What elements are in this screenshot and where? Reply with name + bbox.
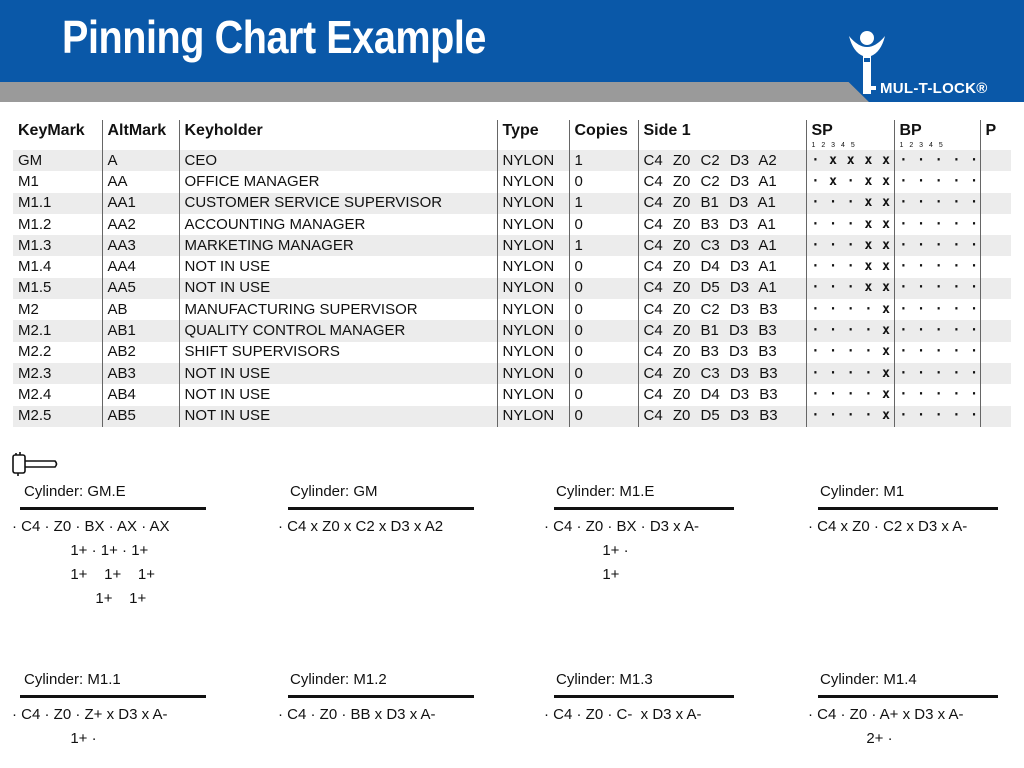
cell-keymark: M1.5 bbox=[13, 278, 102, 299]
cell-keyholder: NOT IN USE bbox=[179, 384, 497, 405]
cell-altmark: AB5 bbox=[102, 406, 179, 427]
cell-p bbox=[980, 214, 1011, 235]
cell-keyholder: OFFICE MANAGER bbox=[179, 171, 497, 192]
cell-keyholder: SHIFT SUPERVISORS bbox=[179, 342, 497, 363]
cell-copies: 0 bbox=[569, 171, 638, 192]
cell-keyholder: NOT IN USE bbox=[179, 278, 497, 299]
cell-side1: C4 Z0 C2 D3 B3 bbox=[638, 299, 806, 320]
cell-copies: 0 bbox=[569, 384, 638, 405]
cell-altmark: AA3 bbox=[102, 235, 179, 256]
col-altmark: AltMark bbox=[102, 120, 179, 150]
col-sp bbox=[806, 120, 894, 150]
cell-p bbox=[980, 342, 1011, 363]
cell-bp: · · · · · bbox=[894, 406, 980, 427]
cell-p bbox=[980, 278, 1011, 299]
cylinder-line: · C4 · Z0 · Z+ x D3 x A- bbox=[12, 706, 168, 723]
cylinder-title: Cylinder: M1.1 bbox=[24, 671, 121, 688]
cell-bp: · · · · · bbox=[894, 278, 980, 299]
cell-altmark: AA bbox=[102, 171, 179, 192]
cylinder-title: Cylinder: M1.E bbox=[556, 483, 655, 500]
cell-copies: 0 bbox=[569, 299, 638, 320]
cylinder-line: · C4 · Z0 · BB x D3 x A- bbox=[278, 706, 436, 723]
cell-keymark: M1 bbox=[13, 171, 102, 192]
cylinder-line: · C4 · Z0 · BX · AX · AX bbox=[12, 518, 170, 535]
cell-sp: · · · · x bbox=[806, 299, 894, 320]
cell-altmark: AB bbox=[102, 299, 179, 320]
col-bp bbox=[894, 120, 980, 150]
cell-keymark: M2.3 bbox=[13, 363, 102, 384]
cell-keyholder: NOT IN USE bbox=[179, 256, 497, 277]
pinning-table bbox=[13, 120, 1011, 427]
cell-copies: 0 bbox=[569, 320, 638, 341]
cell-bp: · · · · · bbox=[894, 150, 980, 171]
cell-bp: · · · · · bbox=[894, 193, 980, 214]
cell-side1: C4 Z0 D5 D3 A1 bbox=[638, 278, 806, 299]
cell-sp: · x x x x bbox=[806, 150, 894, 171]
cell-bp: · · · · · bbox=[894, 384, 980, 405]
cylinder-title: Cylinder: GM bbox=[290, 483, 378, 500]
cell-type: NYLON bbox=[497, 150, 569, 171]
table-row bbox=[13, 406, 1011, 427]
cell-keymark: M1.1 bbox=[13, 193, 102, 214]
cylinder-block bbox=[278, 669, 510, 728]
cylinder-rule bbox=[20, 695, 206, 698]
cylinder-rule bbox=[818, 695, 998, 698]
cell-keyholder: MANUFACTURING SUPERVISOR bbox=[179, 299, 497, 320]
cell-sp: · · · · x bbox=[806, 384, 894, 405]
table-header bbox=[13, 120, 1011, 150]
cylinder-block bbox=[12, 669, 244, 752]
cell-copies: 0 bbox=[569, 363, 638, 384]
cell-side1: C4 Z0 C2 D3 A2 bbox=[638, 150, 806, 171]
cell-altmark: AA1 bbox=[102, 193, 179, 214]
cylinder-block bbox=[278, 481, 510, 540]
col-bp-sub: 1 2 3 4 5 bbox=[899, 142, 943, 149]
cell-sp: · · · x x bbox=[806, 235, 894, 256]
cylinder-line: 1+ bbox=[544, 566, 620, 583]
cell-keymark: M1.3 bbox=[13, 235, 102, 256]
cell-type: NYLON bbox=[497, 406, 569, 427]
cylinder-rule bbox=[288, 507, 474, 510]
cell-p bbox=[980, 235, 1011, 256]
cell-copies: 0 bbox=[569, 342, 638, 363]
col-type: Type bbox=[497, 120, 569, 150]
table-row bbox=[13, 193, 1011, 214]
col-p: P bbox=[980, 120, 1011, 150]
cylinder-rule bbox=[818, 507, 998, 510]
cylinder-line: 1+ · bbox=[12, 730, 97, 747]
table-row bbox=[13, 256, 1011, 277]
cell-copies: 0 bbox=[569, 214, 638, 235]
cell-bp: · · · · · bbox=[894, 256, 980, 277]
cell-type: NYLON bbox=[497, 342, 569, 363]
cylinder-title: Cylinder: GM.E bbox=[24, 483, 126, 500]
cell-keyholder: MARKETING MANAGER bbox=[179, 235, 497, 256]
cell-sp: · · · · x bbox=[806, 406, 894, 427]
cylinder-block bbox=[544, 669, 776, 728]
cell-keymark: M2.1 bbox=[13, 320, 102, 341]
cell-keyholder: CEO bbox=[179, 150, 497, 171]
cell-bp: · · · · · bbox=[894, 299, 980, 320]
cylinder-rule bbox=[554, 507, 734, 510]
cylinder-line: · C4 x Z0 x C2 x D3 x A2 bbox=[278, 518, 444, 535]
cell-side1: C4 Z0 B1 D3 B3 bbox=[638, 320, 806, 341]
cell-altmark: AA2 bbox=[102, 214, 179, 235]
cell-p bbox=[980, 150, 1011, 171]
cell-keyholder: QUALITY CONTROL MANAGER bbox=[179, 320, 497, 341]
cell-side1: C4 Z0 C3 D3 B3 bbox=[638, 363, 806, 384]
cell-p bbox=[980, 363, 1011, 384]
cylinder-line: · C4 · Z0 · BX · D3 x A- bbox=[544, 518, 700, 535]
cell-bp: · · · · · bbox=[894, 214, 980, 235]
cylinder-line: 1+ · bbox=[544, 542, 629, 559]
cell-bp: · · · · · bbox=[894, 235, 980, 256]
table-row bbox=[13, 278, 1011, 299]
cell-sp: · x · x x bbox=[806, 171, 894, 192]
cell-altmark: AA5 bbox=[102, 278, 179, 299]
cylinder-block bbox=[808, 481, 1024, 540]
cell-side1: C4 Z0 B3 D3 B3 bbox=[638, 342, 806, 363]
cylinder-line: · C4 x Z0 · C2 x D3 x A- bbox=[808, 518, 968, 535]
cylinder-title: Cylinder: M1 bbox=[820, 483, 905, 500]
table-row bbox=[13, 342, 1011, 363]
cell-type: NYLON bbox=[497, 171, 569, 192]
cell-type: NYLON bbox=[497, 384, 569, 405]
cylinder-line: 2+ · bbox=[808, 730, 893, 747]
cell-sp: · · · · x bbox=[806, 320, 894, 341]
cell-altmark: AB4 bbox=[102, 384, 179, 405]
cell-keymark: M1.4 bbox=[13, 256, 102, 277]
table-row bbox=[13, 363, 1011, 384]
cell-side1: C4 Z0 C2 D3 A1 bbox=[638, 171, 806, 192]
cylinder-block bbox=[12, 481, 244, 612]
page-title: Pinning Chart Example bbox=[62, 11, 487, 63]
cell-p bbox=[980, 256, 1011, 277]
cell-p bbox=[980, 320, 1011, 341]
cell-sp: · · · · x bbox=[806, 342, 894, 363]
col-side1: Side 1 bbox=[638, 120, 806, 150]
cell-side1: C4 Z0 D5 D3 B3 bbox=[638, 406, 806, 427]
cell-bp: · · · · · bbox=[894, 320, 980, 341]
table-row bbox=[13, 171, 1011, 192]
cell-keyholder: NOT IN USE bbox=[179, 406, 497, 427]
cell-side1: C4 Z0 B3 D3 A1 bbox=[638, 214, 806, 235]
cell-bp: · · · · · bbox=[894, 363, 980, 384]
col-sp-sub: 1 2 3 4 5 bbox=[811, 142, 855, 149]
cylinder-line: 1+ 1+ 1+ bbox=[12, 566, 155, 583]
cell-side1: C4 Z0 B1 D3 A1 bbox=[638, 193, 806, 214]
cell-keymark: M2.5 bbox=[13, 406, 102, 427]
cell-keymark: GM bbox=[13, 150, 102, 171]
cylinder-block bbox=[808, 669, 1024, 752]
cell-altmark: AB1 bbox=[102, 320, 179, 341]
cell-keymark: M2.4 bbox=[13, 384, 102, 405]
table-row bbox=[13, 150, 1011, 171]
cell-type: NYLON bbox=[497, 320, 569, 341]
cell-keyholder: ACCOUNTING MANAGER bbox=[179, 214, 497, 235]
cell-side1: C4 Z0 C3 D3 A1 bbox=[638, 235, 806, 256]
cell-altmark: A bbox=[102, 150, 179, 171]
key-icon bbox=[10, 451, 60, 477]
cylinder-line: · C4 · Z0 · C- x D3 x A- bbox=[544, 706, 702, 723]
cell-bp: · · · · · bbox=[894, 342, 980, 363]
cell-keyholder: CUSTOMER SERVICE SUPERVISOR bbox=[179, 193, 497, 214]
cell-sp: · · · x x bbox=[806, 278, 894, 299]
cell-copies: 1 bbox=[569, 235, 638, 256]
table-row bbox=[13, 214, 1011, 235]
cell-type: NYLON bbox=[497, 278, 569, 299]
cell-altmark: AA4 bbox=[102, 256, 179, 277]
cylinder-block bbox=[544, 481, 776, 588]
cylinder-line: 1+ · 1+ · 1+ bbox=[12, 542, 149, 559]
cell-altmark: AB3 bbox=[102, 363, 179, 384]
col-sp-label: SP bbox=[811, 122, 833, 139]
cylinder-rule bbox=[20, 507, 206, 510]
cell-p bbox=[980, 299, 1011, 320]
cell-keyholder: NOT IN USE bbox=[179, 363, 497, 384]
cylinder-title: Cylinder: M1.4 bbox=[820, 671, 917, 688]
cell-type: NYLON bbox=[497, 299, 569, 320]
cell-type: NYLON bbox=[497, 214, 569, 235]
cell-type: NYLON bbox=[497, 256, 569, 277]
cell-bp: · · · · · bbox=[894, 171, 980, 192]
table-row bbox=[13, 384, 1011, 405]
cell-p bbox=[980, 171, 1011, 192]
col-keyholder: Keyholder bbox=[179, 120, 497, 150]
cell-keymark: M1.2 bbox=[13, 214, 102, 235]
cell-copies: 0 bbox=[569, 406, 638, 427]
cylinder-title: Cylinder: M1.2 bbox=[290, 671, 387, 688]
cylinder-title: Cylinder: M1.3 bbox=[556, 671, 653, 688]
cell-sp: · · · x x bbox=[806, 214, 894, 235]
cylinder-rule bbox=[554, 695, 734, 698]
table-row bbox=[13, 320, 1011, 341]
cell-keymark: M2 bbox=[13, 299, 102, 320]
cell-p bbox=[980, 406, 1011, 427]
cell-sp: · · · · x bbox=[806, 363, 894, 384]
cell-keymark: M2.2 bbox=[13, 342, 102, 363]
cell-type: NYLON bbox=[497, 235, 569, 256]
cell-p bbox=[980, 193, 1011, 214]
table-row bbox=[13, 299, 1011, 320]
cell-side1: C4 Z0 D4 D3 B3 bbox=[638, 384, 806, 405]
cell-sp: · · · x x bbox=[806, 193, 894, 214]
table-row bbox=[13, 235, 1011, 256]
cylinder-line: · C4 · Z0 · A+ x D3 x A- bbox=[808, 706, 964, 723]
cell-p bbox=[980, 384, 1011, 405]
cell-type: NYLON bbox=[497, 363, 569, 384]
cylinder-line: 1+ 1+ bbox=[12, 590, 147, 607]
cell-sp: · · · x x bbox=[806, 256, 894, 277]
cell-type: NYLON bbox=[497, 193, 569, 214]
cell-copies: 1 bbox=[569, 193, 638, 214]
col-keymark: KeyMark bbox=[18, 122, 85, 139]
cell-side1: C4 Z0 D4 D3 A1 bbox=[638, 256, 806, 277]
cell-copies: 0 bbox=[569, 278, 638, 299]
cylinder-rule bbox=[288, 695, 474, 698]
cell-copies: 1 bbox=[569, 150, 638, 171]
cell-copies: 0 bbox=[569, 256, 638, 277]
col-copies: Copies bbox=[569, 120, 638, 150]
cell-altmark: AB2 bbox=[102, 342, 179, 363]
logo-text: MUL-T-LOCK® bbox=[880, 80, 988, 97]
col-bp-label: BP bbox=[899, 122, 922, 139]
